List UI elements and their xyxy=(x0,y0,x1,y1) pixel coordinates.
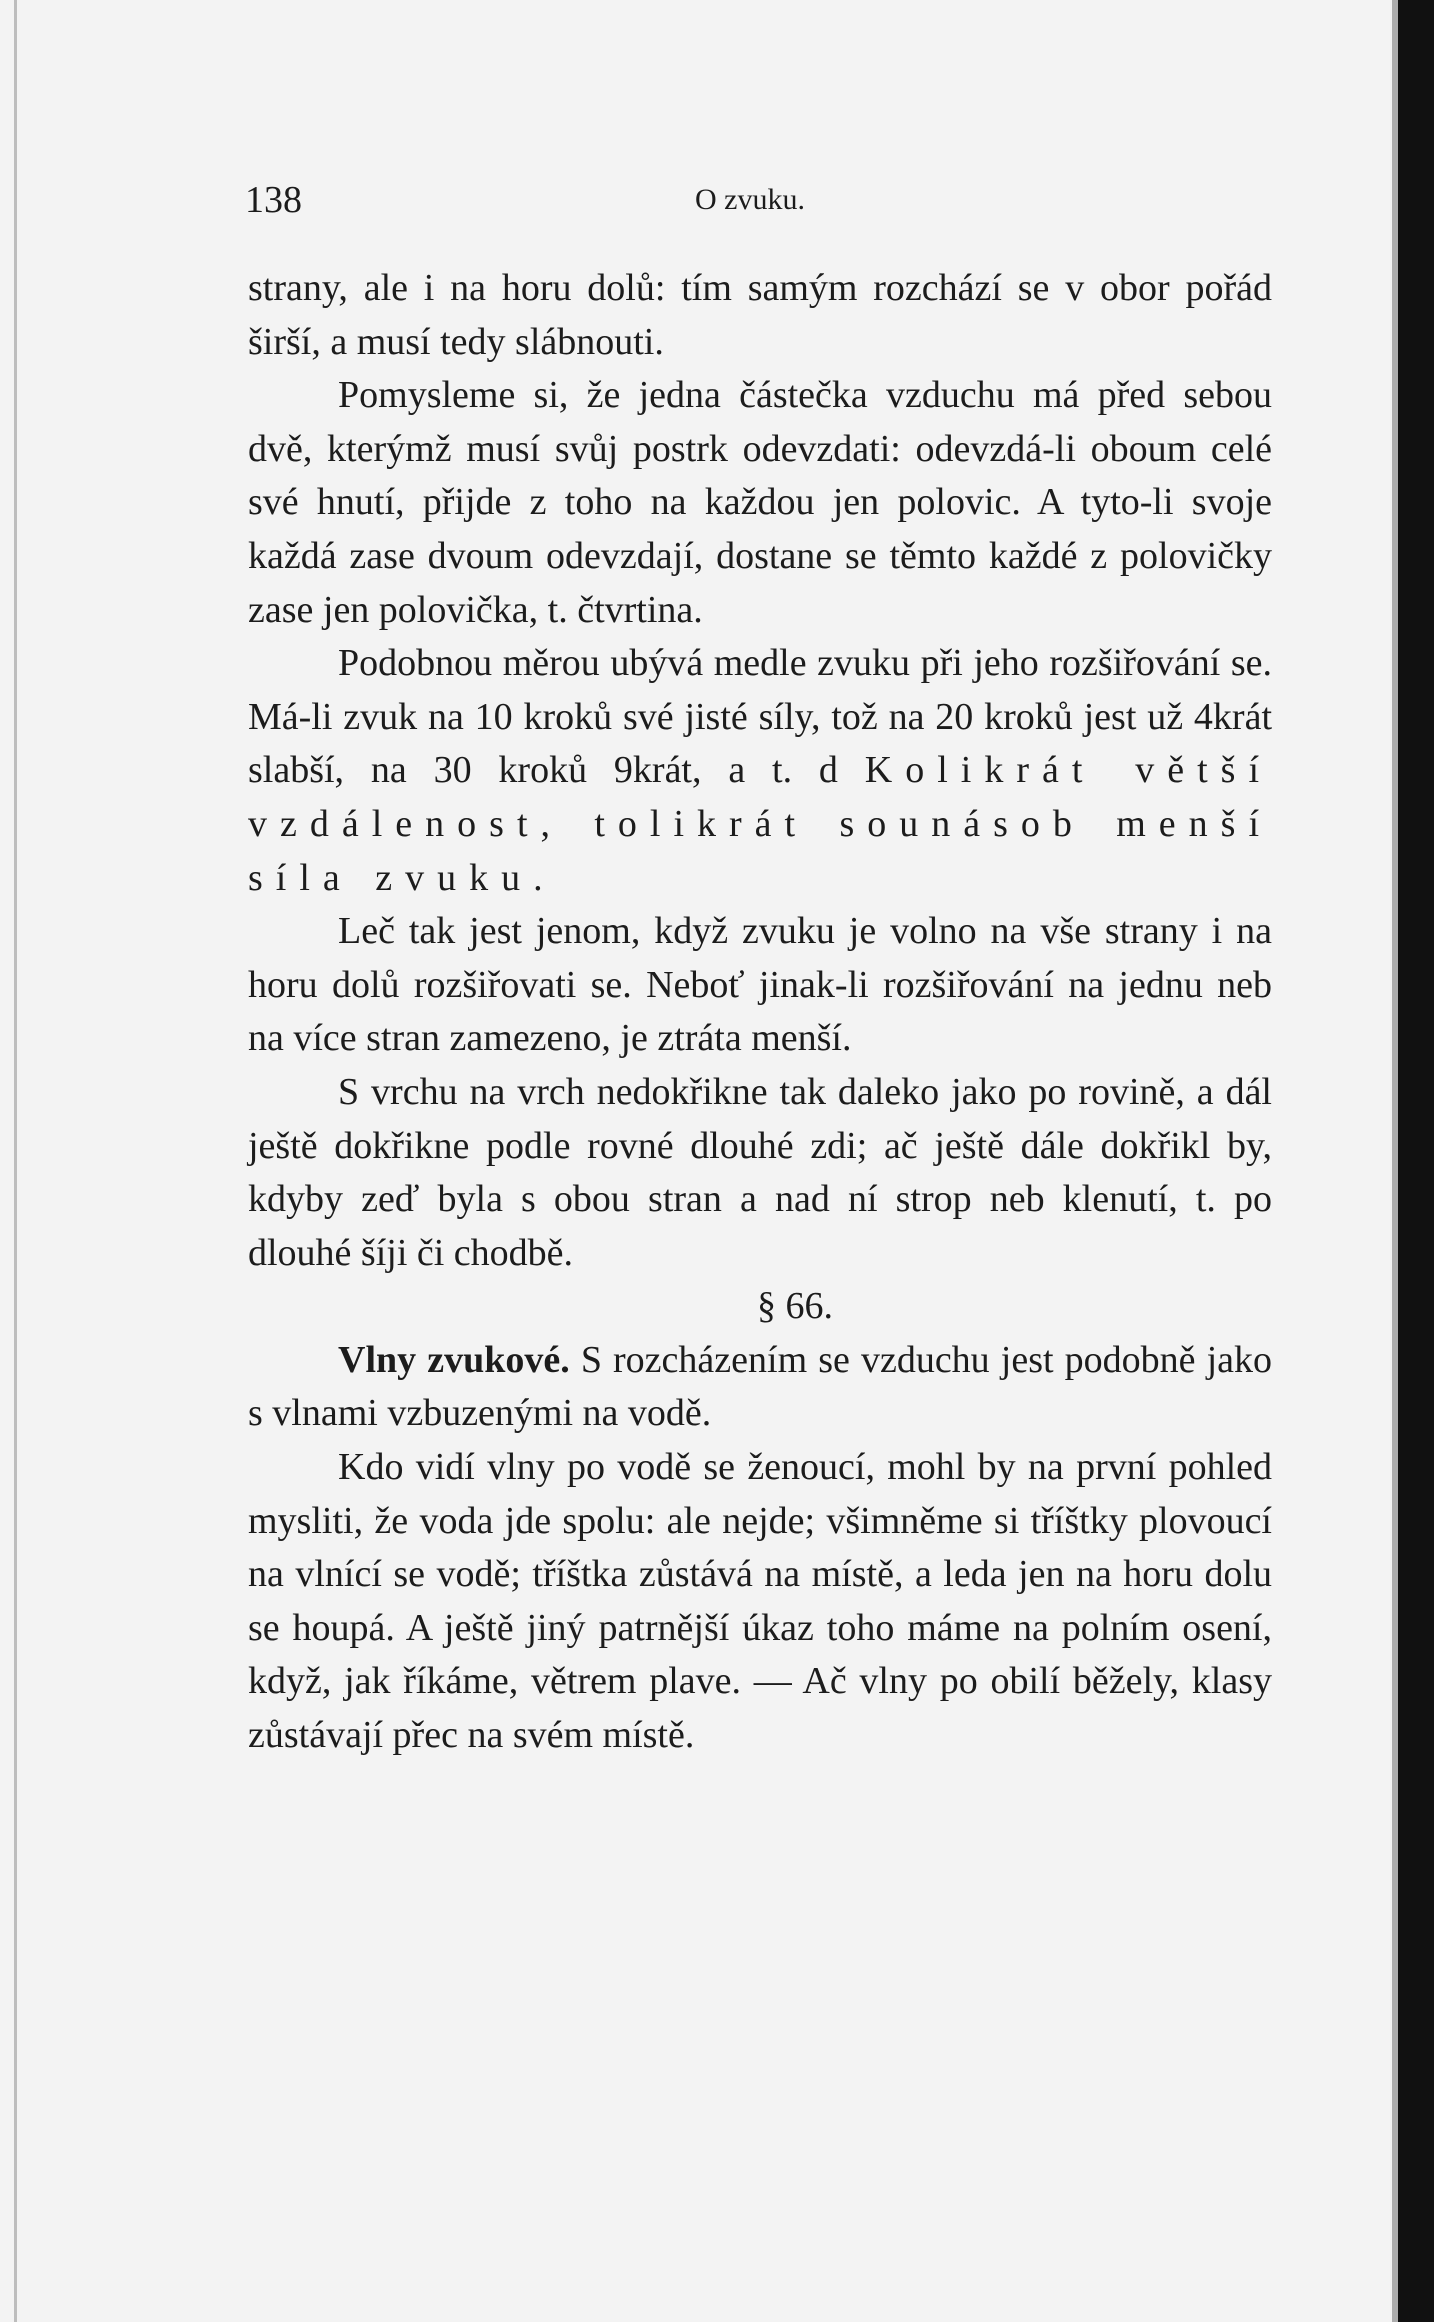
page-number: 138 xyxy=(245,179,302,221)
paragraph-7: Kdo vidí vlny po vodě se ženoucí, mohl by na první pohled mysliti, že voda jde spolu: ale nejde; všimněme si tříštky plovoucí na vlnící se vodě; tříštka zůstává na místě, a leda jen na horu dolu se houpá. A ještě jiný patrnější úkaz toho máme na polním osení, když, jak říkáme, větrem plave. — Ač vlny po obilí běžely, klasy zůstávají přec na svém místě. xyxy=(248,1446,1272,1757)
page-header xyxy=(245,170,1275,230)
paragraph-5: S vrchu na vrch nedokřikne tak daleko jako po rovině, a dál ještě dokřikne podle rovné dlouhé zdi; ač ještě dále dokřikl by, kdyby zeď byla s obou stran a nad ní strop neb klenutí, t. po dlouhé šíji či chodbě. xyxy=(248,1070,1272,1274)
paragraph-2: Pomysleme si, že jedna částečka vzduchu má před sebou dvě, kterýmž musí svůj postrk odevzdati: odevzdá-li oboum celé své hnutí, přijde z toho na každou jen polovic. A tyto-li svoje každá zase dvoum odevzdají, dostane se těmto každé z polovičky zase jen polovička, t. čtvrtina. xyxy=(248,374,1272,631)
section-mark: § 66. xyxy=(757,1285,833,1328)
book-binding-edge xyxy=(1398,0,1434,2322)
section-heading: Vlny zvukové. xyxy=(338,1338,570,1381)
paragraph-1: strany, ale i na horu dolů: tím samým rozchází se v obor pořád širší, a musí tedy slábnouti. xyxy=(248,267,1272,363)
body-text xyxy=(248,262,1272,1763)
emphasized-rule: Kolikrát větší vzdálenost, tolikrát sounásob menší síla zvuku. xyxy=(248,749,1273,899)
running-head: O zvuku. xyxy=(695,183,805,216)
paragraph-3 xyxy=(248,637,1272,905)
page-left-edge xyxy=(14,0,17,2322)
paragraph-6 xyxy=(248,1334,1272,1441)
paragraph-4: Leč tak jest jenom, když zvuku je volno na vše strany i na horu dolů rozšiřovati se. Neboť jinak-li rozšiřování na jednu neb na více stran zamezeno, je ztráta menší. xyxy=(248,910,1272,1060)
paragraph-6-text: S rozcházením se vzduchu jest podobně jako s vlnami vzbuzenými na vodě. xyxy=(248,1338,1272,1435)
paragraph-3-text: Podobnou měrou ubývá medle zvuku při jeho rozšiřování se. Má-li zvuk na 10 kroků své jisté síly, tož na 20 kroků jest už 4krát slabší, na 30 kroků 9krát, a t. d xyxy=(248,642,1272,792)
